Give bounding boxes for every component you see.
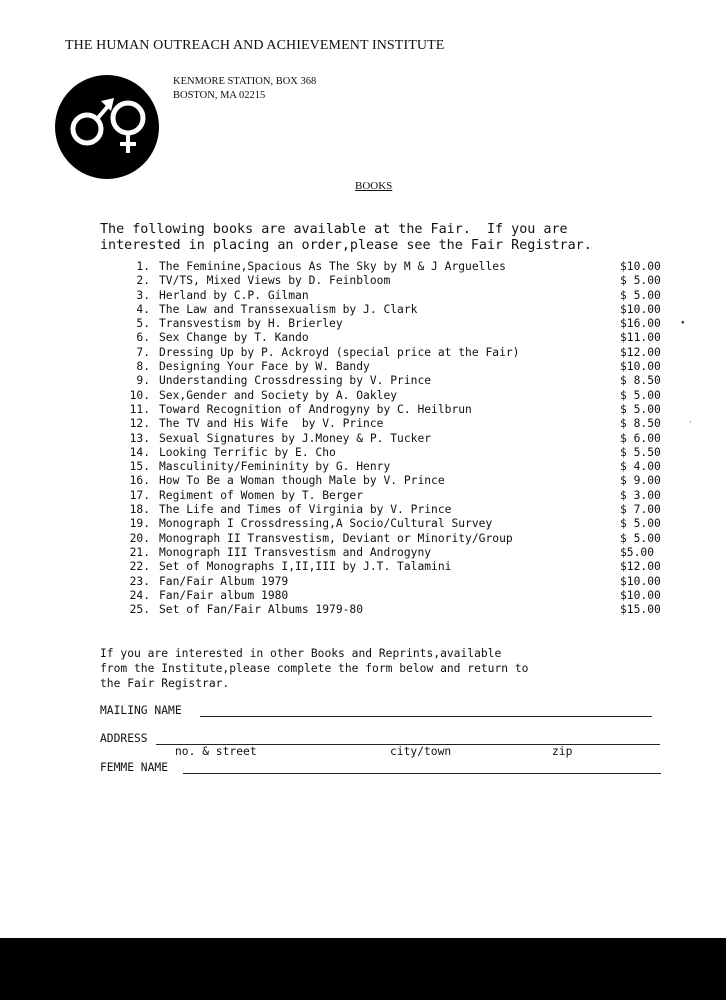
- book-row: [126, 603, 686, 617]
- book-row: [126, 432, 686, 446]
- book-number: 2.: [136, 274, 150, 288]
- book-title: Masculinity/Femininity by G. Henry: [159, 460, 391, 474]
- book-title: The Feminine,Spacious As The Sky by M & J Arguelles: [159, 260, 506, 273]
- book-row: [126, 474, 686, 488]
- book-price: $10.00: [620, 302, 661, 316]
- book-row: [126, 331, 686, 345]
- book-row: [126, 489, 686, 503]
- book-title: Monograph III Transvestism and Androgyny: [159, 545, 432, 559]
- book-title: TV/TS, Mixed Views by D. Feinbloom: [159, 274, 391, 288]
- book-number: 23.: [129, 574, 150, 588]
- book-row: [126, 575, 686, 589]
- book-title: Herland by C.P. Gilman: [159, 288, 309, 302]
- address-line-2: BOSTON, MA 02215: [173, 90, 266, 101]
- book-title: Toward Recognition of Androgyny by C. Heilbrun: [159, 402, 472, 416]
- book-title: Designing Your Face by W. Bandy: [159, 360, 370, 374]
- book-price: $ 4.00: [620, 460, 661, 474]
- page-title: BOOKS: [355, 180, 393, 192]
- book-row: [126, 446, 686, 460]
- book-row: [126, 417, 686, 431]
- book-title: Monograph I Crossdressing,A Socio/Cultural Survey: [159, 517, 493, 531]
- book-price: $ 5.00: [620, 517, 661, 531]
- book-number: 6.: [136, 331, 150, 345]
- book-price: $ 7.00: [620, 503, 661, 517]
- book-price: $ 5.00: [620, 402, 661, 416]
- book-number: 24.: [129, 588, 150, 602]
- book-row: [126, 317, 686, 331]
- book-number: 20.: [129, 531, 150, 545]
- book-price: $10.00: [620, 260, 661, 273]
- book-row: [126, 303, 686, 317]
- book-row: [126, 346, 686, 360]
- book-price: $15.00: [620, 603, 661, 617]
- org-name: THE HUMAN OUTREACH AND ACHIEVEMENT INSTITUTE: [65, 38, 445, 53]
- book-title: Regiment of Women by T. Berger: [159, 488, 364, 502]
- book-price: $ 8.50: [620, 374, 661, 388]
- femme-name-field[interactable]: [183, 773, 661, 774]
- street-sublabel: no. & street: [175, 745, 257, 758]
- book-number: 13.: [129, 431, 150, 445]
- book-row: [126, 374, 686, 388]
- book-title: Set of Monographs I,II,III by J.T. Talamini: [159, 560, 452, 574]
- book-number: 19.: [129, 517, 150, 531]
- book-number: 1.: [136, 260, 150, 273]
- book-row: [126, 546, 686, 560]
- book-price: $ 8.50: [620, 417, 661, 431]
- margin-dot-icon: •: [681, 318, 685, 329]
- mailing-name-field[interactable]: [200, 716, 652, 717]
- book-number: 22.: [129, 560, 150, 574]
- book-title: Dressing Up by P. Ackroyd (special price at the Fair): [159, 345, 520, 359]
- book-title: The Law and Transsexualism by J. Clark: [159, 302, 418, 316]
- book-title: Sex Change by T. Kando: [159, 331, 309, 345]
- book-price: $16.00: [620, 317, 661, 331]
- other-books-paragraph: If you are interested in other Books and Reprints,available from the Institute,please complete the form below and return to the Fair Registrar.: [100, 647, 529, 690]
- book-row: [126, 560, 686, 574]
- book-row: [126, 589, 686, 603]
- book-row: [126, 532, 686, 546]
- margin-dot-icon: ·: [689, 418, 692, 427]
- book-number: 7.: [136, 345, 150, 359]
- address-block: [173, 75, 316, 103]
- book-price: $ 9.00: [620, 474, 661, 488]
- femme-name-label: FEMME NAME: [100, 761, 169, 774]
- book-number: 9.: [136, 374, 150, 388]
- book-title: Fan/Fair album 1980: [159, 588, 289, 602]
- book-number: 5.: [136, 317, 150, 331]
- intro-paragraph: The following books are available at the Fair. If you are interested in placing an order,please see the Fair Registrar.: [100, 222, 592, 253]
- book-number: 11.: [129, 402, 150, 416]
- book-number: 21.: [129, 545, 150, 559]
- zip-sublabel: zip: [552, 745, 573, 758]
- book-price: $10.00: [620, 588, 661, 602]
- book-row: [126, 274, 686, 288]
- address-line-1: KENMORE STATION, BOX 368: [173, 76, 317, 87]
- book-price: $10.00: [620, 360, 661, 374]
- book-title: Understanding Crossdressing by V. Prince: [159, 374, 432, 388]
- mailing-name-label: MAILING NAME: [100, 704, 182, 717]
- book-list: [126, 260, 686, 617]
- book-title: Sex,Gender and Society by A. Oakley: [159, 388, 398, 402]
- book-title: The TV and His Wife by V. Prince: [159, 417, 384, 431]
- city-sublabel: city/town: [390, 745, 452, 758]
- book-price: $ 5.00: [620, 388, 661, 402]
- book-title: Sexual Signatures by J.Money & P. Tucker: [159, 431, 432, 445]
- book-row: [126, 389, 686, 403]
- book-number: 8.: [136, 360, 150, 374]
- book-number: 15.: [129, 460, 150, 474]
- scan-border: [0, 938, 726, 1000]
- book-number: 16.: [129, 474, 150, 488]
- book-title: Looking Terrific by E. Cho: [159, 445, 336, 459]
- book-price: $ 5.00: [620, 288, 661, 302]
- book-number: 14.: [129, 445, 150, 459]
- book-row: [126, 403, 686, 417]
- book-number: 18.: [129, 503, 150, 517]
- book-price: $12.00: [620, 345, 661, 359]
- book-row: [126, 289, 686, 303]
- book-title: Set of Fan/Fair Albums 1979-80: [159, 603, 364, 617]
- book-number: 10.: [129, 388, 150, 402]
- book-number: 25.: [129, 603, 150, 617]
- address-label: ADDRESS: [100, 732, 148, 745]
- book-row: [126, 517, 686, 531]
- book-price: $ 5.50: [620, 445, 661, 459]
- book-price: $ 5.00: [620, 274, 661, 288]
- book-price: $11.00: [620, 331, 661, 345]
- book-number: 12.: [129, 417, 150, 431]
- book-price: $ 5.00: [620, 531, 661, 545]
- book-price: $12.00: [620, 560, 661, 574]
- book-row: [126, 360, 686, 374]
- book-title: Fan/Fair Album 1979: [159, 574, 289, 588]
- book-row: [126, 460, 686, 474]
- book-title: How To Be a Woman though Male by V. Prince: [159, 474, 445, 488]
- book-price: $ 3.00: [620, 488, 661, 502]
- book-price: $ 6.00: [620, 431, 661, 445]
- book-row: [126, 503, 686, 517]
- book-title: Transvestism by H. Brierley: [159, 317, 343, 331]
- book-price: $5.00: [620, 545, 655, 559]
- book-number: 4.: [136, 302, 150, 316]
- book-title: The Life and Times of Virginia by V. Prince: [159, 503, 452, 517]
- male-female-symbols-logo-icon: [54, 74, 160, 180]
- book-number: 17.: [129, 488, 150, 502]
- book-price: $10.00: [620, 574, 661, 588]
- book-row: [126, 260, 686, 274]
- book-number: 3.: [136, 288, 150, 302]
- book-title: Monograph II Transvestism, Deviant or Minority/Group: [159, 531, 513, 545]
